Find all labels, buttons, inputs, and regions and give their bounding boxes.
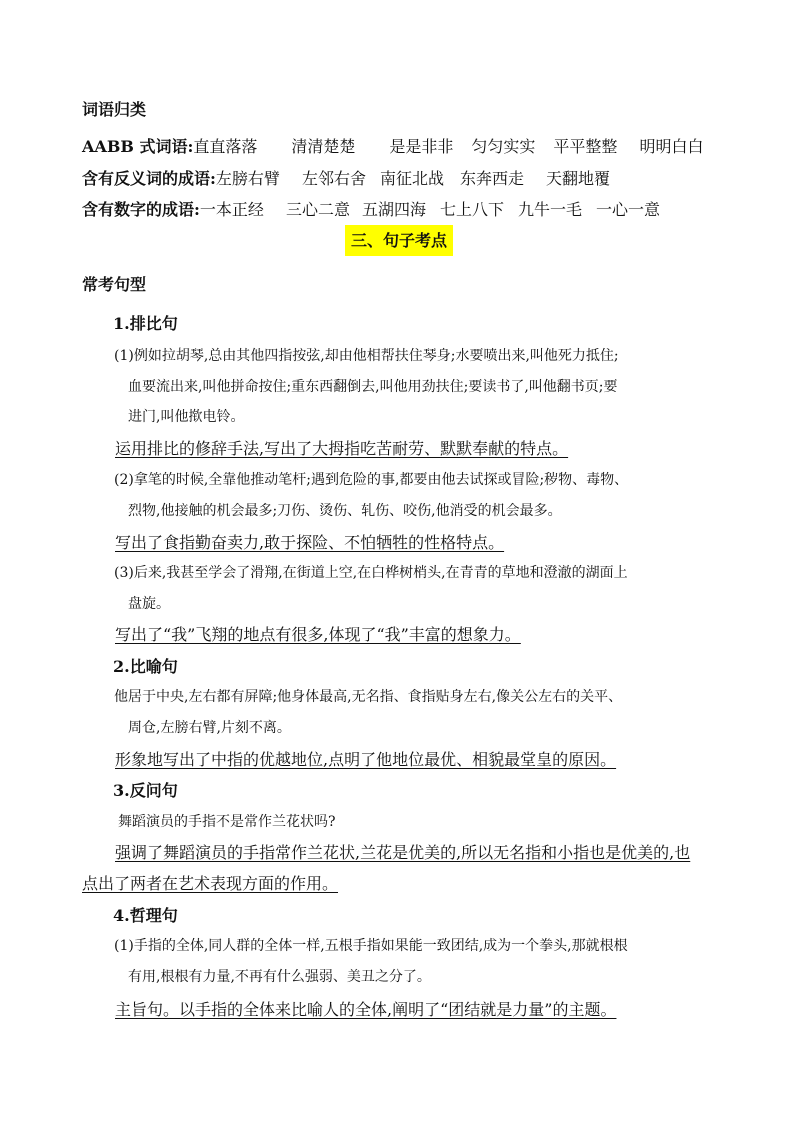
ciyu-row-aabb <box>82 139 703 155</box>
word: 左邻右舍 <box>301 169 366 188</box>
zheli-answer: 主旨句。以手指的全体来比喻人的全体,阐明了“团结就是力量”的主题。 <box>115 1000 617 1019</box>
word: 七上八下 <box>439 200 504 219</box>
word: 直直落落 <box>193 137 258 156</box>
word: 是是非非 <box>389 137 454 156</box>
paiju-example-line: (2)拿笔的时候,全靠他推动笔杆;遇到危险的事,都要由他去试探或冒险;秽物、毒物、 <box>114 472 629 488</box>
section-heading-wrapper <box>345 233 453 249</box>
fanwen-answer-line: 点出了两者在艺术表现方面的作用。 <box>82 874 339 893</box>
paiju-title: 1.排比句 <box>113 314 178 333</box>
word: 一心一意 <box>596 200 661 219</box>
word: 天翻地覆 <box>545 169 610 188</box>
word: 左膀右臂 <box>215 169 280 188</box>
paiju-example-line: (3)后来,我甚至学会了滑翔,在街道上空,在白桦树梢头,在青青的草地和澄澈的湖面上 <box>114 565 628 581</box>
ciyu-row-shuzi <box>82 202 660 218</box>
word: 东奔西走 <box>459 169 524 188</box>
zheli-example-line: (1)手指的全体,同人群的全体一样,五根手指如果能一致团结,成为一个拳头,那就根根 <box>114 938 628 954</box>
paiju-answer: 运用排比的修辞手法,写出了大拇指吃苦耐劳、默默奉献的特点。 <box>115 439 569 458</box>
biyu-title: 2.比喻句 <box>113 657 178 676</box>
paiju-example-line: 进门,叫他揿电铃。 <box>128 409 245 425</box>
word: 平平整整 <box>553 137 618 156</box>
paiju-example-line: (1)例如拉胡琴,总由其他四指按弦,却由他相帮扶住琴身;水要喷出来,叫他死力抵住; <box>114 348 619 364</box>
word: 清清楚楚 <box>291 137 356 156</box>
word: 五湖四海 <box>361 200 426 219</box>
ciyu-title: 词语归类 <box>82 100 147 119</box>
fanwen-example: 舞蹈演员的手指不是常作兰花状吗? <box>118 814 336 830</box>
paiju-example-line: 盘旋。 <box>128 596 170 612</box>
row-label: AABB 式词语: <box>82 137 194 156</box>
word: 明明白白 <box>639 137 704 156</box>
paiju-answer: 写出了“我”飞翔的地点有很多,体现了“我”丰富的想象力。 <box>115 625 521 644</box>
word: 南征北战 <box>379 169 444 188</box>
fanwen-title: 3.反问句 <box>113 781 178 800</box>
ciyu-row-fanyi <box>82 171 610 187</box>
biyu-example-line: 他居于中央,左右都有屏障;他身体最高,无名指、食指贴身左右,像关公左右的关平、 <box>114 689 623 705</box>
biyu-example-line: 周仓,左膀右臂,片刻不离。 <box>128 720 291 736</box>
word: 三心二意 <box>285 200 350 219</box>
section-subheading: 常考句型 <box>82 275 147 294</box>
paiju-answer: 写出了食指勤奋卖力,敢于探险、不怕牺牲的性格特点。 <box>115 533 505 552</box>
fanwen-answer-line: 强调了舞蹈演员的手指常作兰花状,兰花是优美的,所以无名指和小指也是优美的,也 <box>115 843 691 862</box>
section-heading: 三、句子考点 <box>345 225 453 256</box>
zheli-title: 4.哲理句 <box>113 906 178 925</box>
word: 九牛一毛 <box>517 200 582 219</box>
zheli-example-line: 有用,根根有力量,不再有什么强弱、美丑之分了。 <box>128 969 431 985</box>
word: 匀匀实实 <box>471 137 536 156</box>
biyu-answer: 形象地写出了中指的优越地位,点明了他地位最优、相貌最堂皇的原因。 <box>115 750 617 769</box>
row-label: 含有反义词的成语: <box>82 169 216 188</box>
paiju-example-line: 血要流出来,叫他拼命按住;重东西翻倒去,叫他用劲扶住;要读书了,叫他翻书页;要 <box>128 379 618 395</box>
word: 一本正经 <box>199 200 264 219</box>
row-label: 含有数字的成语: <box>82 200 200 219</box>
paiju-example-line: 烈物,他接触的机会最多;刀伤、烫伤、轧伤、咬伤,他消受的机会最多。 <box>128 503 562 519</box>
